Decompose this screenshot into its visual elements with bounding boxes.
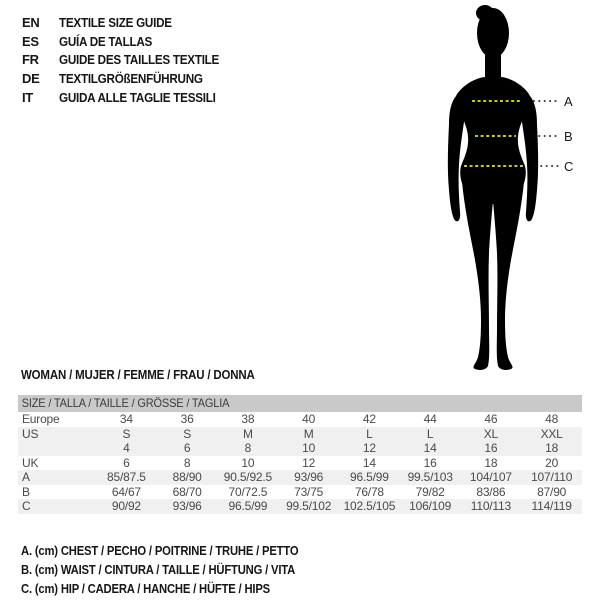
size-cell: S bbox=[96, 427, 157, 442]
row-label: Europe bbox=[22, 412, 60, 426]
table-row bbox=[18, 412, 582, 427]
left-leg bbox=[462, 182, 493, 370]
table-row bbox=[18, 470, 582, 485]
size-cell: L bbox=[339, 427, 400, 442]
language-row bbox=[22, 32, 237, 51]
language-label: GUIDA ALLE TAGLIE TESSILI bbox=[59, 89, 216, 105]
woman-silhouette-svg bbox=[380, 0, 600, 378]
size-cell: 42 bbox=[362, 412, 376, 426]
size-cell: 10 bbox=[241, 455, 255, 470]
size-cell: 12 bbox=[339, 441, 400, 456]
size-cell: 96.5/99 bbox=[218, 499, 279, 514]
legend-text: C. (cm) HIP / CADERA / HANCHE / HÜFTE / HIPS bbox=[21, 581, 270, 596]
size-cell: 34 bbox=[119, 412, 133, 426]
language-row bbox=[22, 69, 237, 88]
size-cell: 4 bbox=[96, 441, 157, 456]
row-label: A bbox=[18, 470, 96, 485]
size-cell: 88/90 bbox=[157, 470, 218, 485]
size-cell: 79/82 bbox=[415, 484, 445, 499]
right-arm bbox=[522, 96, 538, 221]
torso bbox=[456, 77, 530, 205]
size-cell: 83/86 bbox=[476, 484, 506, 499]
size-cell: XXL bbox=[521, 427, 582, 442]
table-row bbox=[18, 456, 582, 471]
size-cell: 99.5/103 bbox=[400, 470, 461, 485]
size-cell: M bbox=[218, 427, 279, 442]
size-cell: S bbox=[157, 427, 218, 442]
table-row bbox=[18, 485, 582, 500]
language-code: ES bbox=[22, 33, 39, 49]
left-arm bbox=[448, 96, 464, 221]
size-cell: L bbox=[400, 427, 461, 442]
size-cell: 20 bbox=[545, 455, 559, 470]
size-cell: 68/70 bbox=[172, 484, 202, 499]
table-row bbox=[18, 427, 582, 442]
size-cell: 12 bbox=[302, 455, 316, 470]
size-cell: 6 bbox=[157, 441, 218, 456]
language-label: GUIDE DES TAILLES TEXTILE bbox=[59, 52, 220, 68]
language-code: EN bbox=[22, 14, 40, 30]
size-cell: 10 bbox=[278, 441, 339, 456]
right-leg bbox=[493, 182, 524, 370]
body-measurement-figure bbox=[380, 0, 600, 378]
woman-silhouette bbox=[448, 5, 538, 370]
size-cell: 76/78 bbox=[354, 484, 384, 499]
size-table bbox=[18, 395, 582, 514]
size-cell: 110/113 bbox=[461, 499, 522, 514]
size-cell: 85/87.5 bbox=[96, 470, 157, 485]
size-cell: 14 bbox=[400, 441, 461, 456]
size-cell: 70/72.5 bbox=[228, 484, 268, 499]
size-cell: 106/109 bbox=[400, 499, 461, 514]
size-cell: 38 bbox=[241, 412, 255, 426]
size-cell: 73/75 bbox=[294, 484, 324, 499]
size-cell: XL bbox=[461, 427, 522, 442]
size-cell: M bbox=[278, 427, 339, 442]
size-table-header-text: SIZE / TALLA / TAILLE / GRÖSSE / TAGLIA bbox=[21, 396, 230, 410]
size-cell: 90.5/92.5 bbox=[218, 470, 279, 485]
size-cell: 93/96 bbox=[157, 499, 218, 514]
size-cell: 44 bbox=[423, 412, 437, 426]
size-cell: 46 bbox=[484, 412, 498, 426]
size-cell: 102.5/105 bbox=[339, 499, 400, 514]
size-cell: 93/96 bbox=[278, 470, 339, 485]
legend-text: A. (cm) CHEST / PECHO / POITRINE / TRUHE / PETTO bbox=[21, 544, 299, 559]
language-label: TEXTILE SIZE GUIDE bbox=[59, 14, 172, 30]
size-cell: 104/107 bbox=[461, 470, 522, 485]
language-code: DE bbox=[22, 70, 40, 86]
row-label bbox=[18, 441, 96, 456]
size-cell: 114/119 bbox=[521, 499, 582, 514]
size-cell: 48 bbox=[545, 412, 559, 426]
size-cell: 18 bbox=[484, 455, 498, 470]
size-cell: 40 bbox=[302, 412, 316, 426]
table-row bbox=[18, 441, 582, 456]
size-cell: 16 bbox=[461, 441, 522, 456]
size-cell: 18 bbox=[521, 441, 582, 456]
size-table-header-row bbox=[18, 395, 582, 412]
language-row bbox=[22, 13, 237, 32]
hair bbox=[476, 5, 494, 21]
legend-line bbox=[21, 561, 329, 580]
language-row bbox=[22, 88, 237, 107]
marker-a-label: A bbox=[564, 94, 573, 109]
size-cell: 96.5/99 bbox=[339, 470, 400, 485]
language-label: TEXTILGRÖßENFÜHRUNG bbox=[59, 70, 203, 86]
legend-text: B. (cm) WAIST / CINTURA / TAILLE / HÜFTUNG / VITA bbox=[21, 563, 296, 578]
size-cell: 107/110 bbox=[521, 470, 582, 485]
size-table-header-cell bbox=[18, 395, 582, 412]
language-list bbox=[22, 13, 237, 106]
legend-line bbox=[21, 579, 329, 598]
language-code: IT bbox=[22, 89, 33, 105]
section-title: WOMAN / MUJER / FEMME / FRAU / DONNA bbox=[21, 368, 255, 382]
row-label: C bbox=[18, 499, 96, 514]
row-label: UK bbox=[22, 455, 39, 470]
measurement-legend bbox=[21, 542, 329, 598]
row-label: B bbox=[22, 484, 30, 499]
marker-b-label: B bbox=[564, 129, 573, 144]
size-cell: 16 bbox=[423, 455, 437, 470]
size-cell: 14 bbox=[362, 455, 376, 470]
table-row bbox=[18, 499, 582, 514]
language-code: FR bbox=[22, 52, 39, 68]
language-label: GUÍA DE TALLAS bbox=[59, 33, 153, 49]
size-cell: 6 bbox=[123, 455, 130, 470]
size-cell: 8 bbox=[183, 455, 191, 470]
size-cell: 64/67 bbox=[111, 484, 141, 499]
legend-line bbox=[21, 542, 329, 561]
row-label: US bbox=[18, 427, 96, 442]
size-cell: 99.5/102 bbox=[278, 499, 339, 514]
size-cell: 36 bbox=[180, 412, 194, 426]
neck bbox=[485, 44, 501, 80]
size-cell: 90/92 bbox=[96, 499, 157, 514]
size-cell: 8 bbox=[218, 441, 279, 456]
marker-c-label: C bbox=[564, 159, 574, 174]
language-row bbox=[22, 50, 237, 69]
size-cell: 87/90 bbox=[537, 484, 567, 499]
